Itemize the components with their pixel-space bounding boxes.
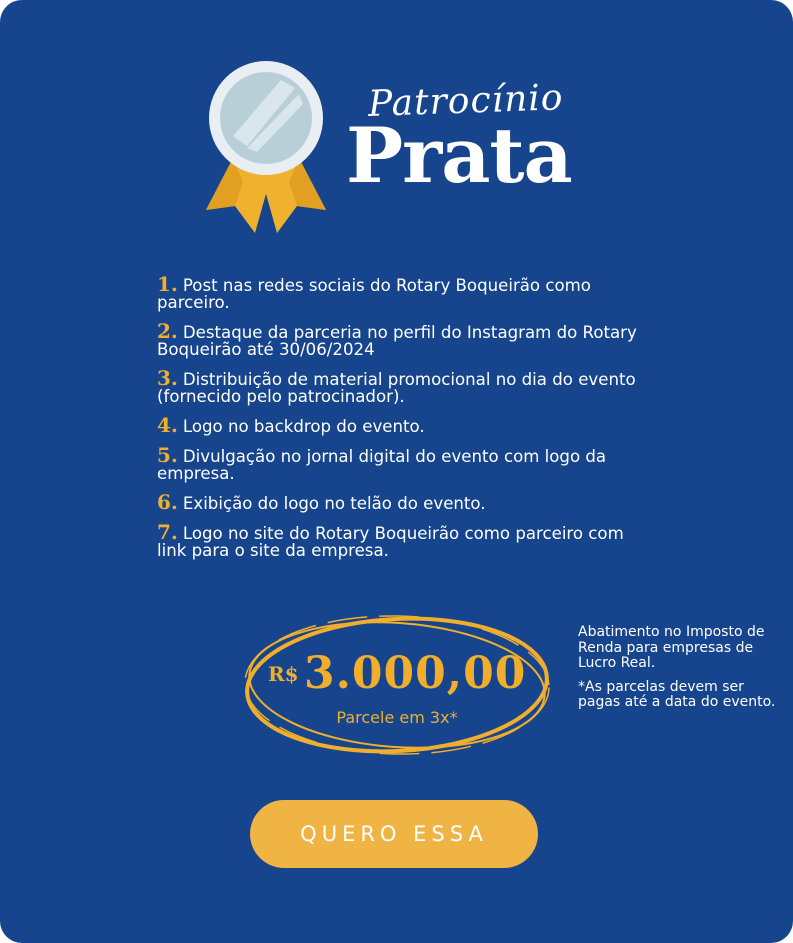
benefit-item — [157, 319, 647, 359]
silver-medal-icon — [203, 58, 329, 236]
benefit-item — [157, 272, 647, 312]
benefit-item — [157, 413, 647, 437]
price-block — [238, 610, 556, 760]
benefit-number: 2. — [157, 319, 178, 343]
benefit-text: Distribuição de material promocional no dia do evento (fornecido pelo patrocinador). — [157, 370, 636, 406]
benefit-item — [157, 443, 647, 483]
price-amount: 3.000,00 — [304, 648, 527, 699]
benefit-item — [157, 520, 647, 560]
title-main: Prata — [346, 111, 572, 200]
benefit-number: 3. — [157, 366, 178, 390]
benefit-number: 7. — [157, 520, 178, 544]
installments-note: *As parcelas devem ser pagas até a data do evento. — [578, 678, 776, 710]
side-note — [578, 625, 778, 719]
title-script: Patrocínio — [367, 77, 565, 126]
benefit-text: Divulgação no jornal digital do evento com logo da empresa. — [157, 447, 607, 483]
installments-text: Parcele em 3x* — [336, 708, 458, 727]
benefit-item — [157, 490, 647, 514]
benefit-number: 6. — [157, 490, 178, 514]
quero-essa-button[interactable]: QUERO ESSA — [250, 800, 538, 868]
benefit-text: Post nas redes sociais do Rotary Boqueirão como parceiro. — [157, 276, 591, 312]
benefit-number: 5. — [157, 443, 178, 467]
price-currency: R$ — [268, 662, 299, 686]
benefit-item — [157, 366, 647, 406]
benefit-number: 4. — [157, 413, 178, 437]
tax-note: Abatimento no Imposto de Renda para empresas de Lucro Real. — [578, 624, 765, 671]
benefit-text: Exibição do logo no telão do evento. — [182, 494, 486, 513]
benefit-text: Logo no site do Rotary Boqueirão como parceiro com link para o site da empresa. — [157, 524, 624, 560]
benefits-list — [157, 272, 647, 571]
benefit-number: 1. — [157, 272, 178, 296]
benefit-text: Logo no backdrop do evento. — [182, 417, 425, 436]
benefit-text: Destaque da parceria no perfil do Instagram do Rotary Boqueirão até 30/06/2024 — [157, 323, 637, 359]
